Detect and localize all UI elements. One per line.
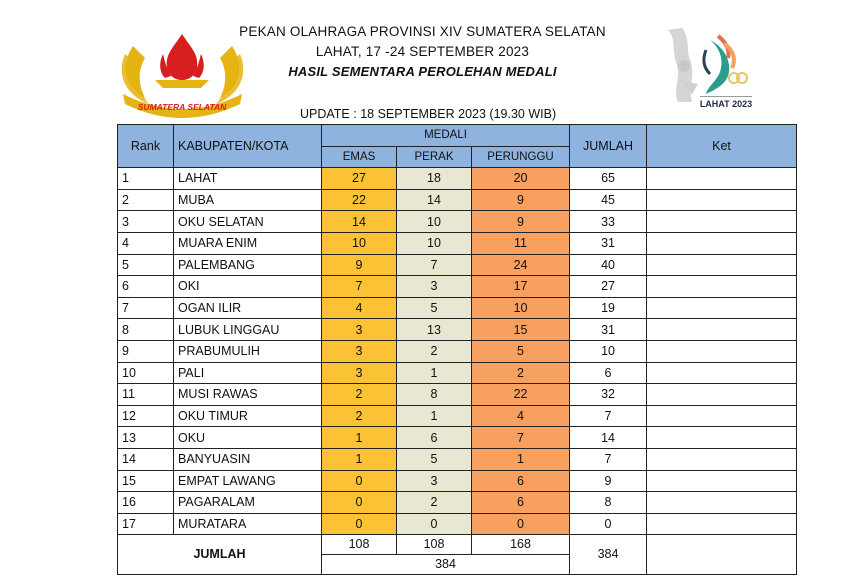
emas-cell: 0: [322, 492, 397, 514]
emas-cell: 22: [322, 189, 397, 211]
header-dates: LAHAT, 17 -24 SEPTEMBER 2023: [315, 44, 530, 59]
emas-cell: 1: [322, 427, 397, 449]
table-row: [118, 211, 797, 233]
region-cell: OKU: [174, 427, 322, 449]
emas-cell: 2: [322, 405, 397, 427]
rank-cell: 4: [118, 232, 174, 254]
table-row: [118, 470, 797, 492]
perak-cell: 2: [397, 340, 472, 362]
perak-cell: 1: [397, 362, 472, 384]
perunggu-cell: 7: [472, 427, 570, 449]
ket-cell: [647, 384, 797, 406]
region-cell: LUBUK LINGGAU: [174, 319, 322, 341]
perak-cell: 7: [397, 254, 472, 276]
header-emas: EMAS: [322, 146, 397, 168]
rank-cell: 3: [118, 211, 174, 233]
table-row: [118, 362, 797, 384]
perunggu-cell: 17: [472, 276, 570, 298]
jumlah-cell: 32: [570, 384, 647, 406]
rank-cell: 15: [118, 470, 174, 492]
ket-cell: [647, 362, 797, 384]
perunggu-cell: 4: [472, 405, 570, 427]
perak-cell: 5: [397, 297, 472, 319]
perunggu-cell: 20: [472, 168, 570, 190]
perunggu-cell: 5: [472, 340, 570, 362]
ket-cell: [647, 340, 797, 362]
table-row: [118, 384, 797, 406]
region-cell: BANYUASIN: [174, 448, 322, 470]
region-cell: EMPAT LAWANG: [174, 470, 322, 492]
emas-cell: 7: [322, 276, 397, 298]
jumlah-cell: 14: [570, 427, 647, 449]
region-cell: MUSI RAWAS: [174, 384, 322, 406]
region-cell: PRABUMULIH: [174, 340, 322, 362]
header-perak: PERAK: [397, 146, 472, 168]
rank-cell: 11: [118, 384, 174, 406]
emas-cell: 0: [322, 513, 397, 535]
perunggu-cell: 22: [472, 384, 570, 406]
perunggu-cell: 9: [472, 211, 570, 233]
table-row: [118, 319, 797, 341]
jumlah-cell: 31: [570, 319, 647, 341]
jumlah-cell: 31: [570, 232, 647, 254]
region-cell: OKU TIMUR: [174, 405, 322, 427]
jumlah-cell: 65: [570, 168, 647, 190]
perunggu-cell: 10: [472, 297, 570, 319]
table-row: [118, 448, 797, 470]
region-cell: MUBA: [174, 189, 322, 211]
total-ket: [647, 535, 797, 575]
rank-cell: 7: [118, 297, 174, 319]
perunggu-cell: 11: [472, 232, 570, 254]
header-perunggu: PERUNGGU: [472, 146, 570, 168]
total-jumlah: 384: [570, 535, 647, 575]
header-jumlah: JUMLAH: [570, 125, 647, 168]
table-row: [118, 405, 797, 427]
total-label: JUMLAH: [118, 535, 322, 575]
region-cell: OGAN ILIR: [174, 297, 322, 319]
perunggu-cell: 2: [472, 362, 570, 384]
rank-cell: 8: [118, 319, 174, 341]
ket-cell: [647, 513, 797, 535]
perak-cell: 3: [397, 276, 472, 298]
total-emas: 108: [322, 535, 397, 555]
perunggu-cell: 0: [472, 513, 570, 535]
emas-cell: 9: [322, 254, 397, 276]
logo-right-text: LAHAT 2023: [699, 99, 753, 109]
emas-cell: 3: [322, 340, 397, 362]
ket-cell: [647, 254, 797, 276]
jumlah-cell: 19: [570, 297, 647, 319]
rank-cell: 2: [118, 189, 174, 211]
region-cell: PALI: [174, 362, 322, 384]
rank-cell: 5: [118, 254, 174, 276]
ket-cell: [647, 297, 797, 319]
emas-cell: 27: [322, 168, 397, 190]
ket-cell: [647, 211, 797, 233]
region-cell: MURATARA: [174, 513, 322, 535]
rank-cell: 13: [118, 427, 174, 449]
total-row: [118, 535, 797, 555]
table-row: [118, 427, 797, 449]
jumlah-cell: 8: [570, 492, 647, 514]
perak-cell: 10: [397, 211, 472, 233]
perak-cell: 14: [397, 189, 472, 211]
header-ket: Ket: [647, 125, 797, 168]
perunggu-cell: 24: [472, 254, 570, 276]
region-cell: PAGARALAM: [174, 492, 322, 514]
emas-cell: 3: [322, 362, 397, 384]
medal-standings-table: [117, 124, 797, 575]
perak-cell: 10: [397, 232, 472, 254]
jumlah-cell: 45: [570, 189, 647, 211]
perak-cell: 6: [397, 427, 472, 449]
rank-cell: 6: [118, 276, 174, 298]
table-row: [118, 297, 797, 319]
table-row: [118, 168, 797, 190]
table-row: [118, 513, 797, 535]
perunggu-cell: 6: [472, 470, 570, 492]
table-row: [118, 492, 797, 514]
rank-cell: 14: [118, 448, 174, 470]
total-medali: 384: [322, 555, 570, 575]
header-subtitle: HASIL SEMENTARA PEROLEHAN MEDALI: [288, 64, 557, 79]
emas-cell: 0: [322, 470, 397, 492]
update-timestamp: UPDATE : 18 SEPTEMBER 2023 (19.30 WIB): [300, 107, 557, 121]
table-row: [118, 189, 797, 211]
emas-cell: 4: [322, 297, 397, 319]
jumlah-cell: 9: [570, 470, 647, 492]
table-row: [118, 232, 797, 254]
perak-cell: 3: [397, 470, 472, 492]
logo-left-text: SUMATERA SELATAN: [137, 102, 227, 112]
perak-cell: 0: [397, 513, 472, 535]
jumlah-cell: 6: [570, 362, 647, 384]
ket-cell: [647, 492, 797, 514]
total-perak: 108: [397, 535, 472, 555]
perunggu-cell: 9: [472, 189, 570, 211]
emas-cell: 3: [322, 319, 397, 341]
document-header: [0, 22, 845, 82]
rank-cell: 16: [118, 492, 174, 514]
jumlah-cell: 27: [570, 276, 647, 298]
jumlah-cell: 7: [570, 405, 647, 427]
ket-cell: [647, 189, 797, 211]
perunggu-cell: 6: [472, 492, 570, 514]
perunggu-cell: 1: [472, 448, 570, 470]
rank-cell: 10: [118, 362, 174, 384]
ket-cell: [647, 276, 797, 298]
header-medali: MEDALI: [322, 125, 570, 147]
ket-cell: [647, 232, 797, 254]
jumlah-cell: 0: [570, 513, 647, 535]
region-cell: LAHAT: [174, 168, 322, 190]
perak-cell: 8: [397, 384, 472, 406]
jumlah-cell: 10: [570, 340, 647, 362]
perak-cell: 5: [397, 448, 472, 470]
rank-cell: 9: [118, 340, 174, 362]
region-cell: PALEMBANG: [174, 254, 322, 276]
rank-cell: 1: [118, 168, 174, 190]
emas-cell: 1: [322, 448, 397, 470]
region-cell: MUARA ENIM: [174, 232, 322, 254]
ket-cell: [647, 168, 797, 190]
perak-cell: 1: [397, 405, 472, 427]
emas-cell: 14: [322, 211, 397, 233]
table-row: [118, 340, 797, 362]
ket-cell: [647, 319, 797, 341]
rank-cell: 12: [118, 405, 174, 427]
ket-cell: [647, 470, 797, 492]
header-kabupaten: KABUPATEN/KOTA: [174, 125, 322, 168]
header-rank: Rank: [118, 125, 174, 168]
table-row: [118, 276, 797, 298]
emas-cell: 10: [322, 232, 397, 254]
region-cell: OKU SELATAN: [174, 211, 322, 233]
ket-cell: [647, 448, 797, 470]
perak-cell: 18: [397, 168, 472, 190]
emas-cell: 2: [322, 384, 397, 406]
jumlah-cell: 33: [570, 211, 647, 233]
rank-cell: 17: [118, 513, 174, 535]
perak-cell: 13: [397, 319, 472, 341]
table-row: [118, 254, 797, 276]
jumlah-cell: 7: [570, 448, 647, 470]
ket-cell: [647, 427, 797, 449]
jumlah-cell: 40: [570, 254, 647, 276]
total-perunggu: 168: [472, 535, 570, 555]
region-cell: OKI: [174, 276, 322, 298]
perunggu-cell: 15: [472, 319, 570, 341]
header-title: PEKAN OLAHRAGA PROVINSI XIV SUMATERA SELATAN: [239, 24, 606, 39]
perak-cell: 2: [397, 492, 472, 514]
ket-cell: [647, 405, 797, 427]
